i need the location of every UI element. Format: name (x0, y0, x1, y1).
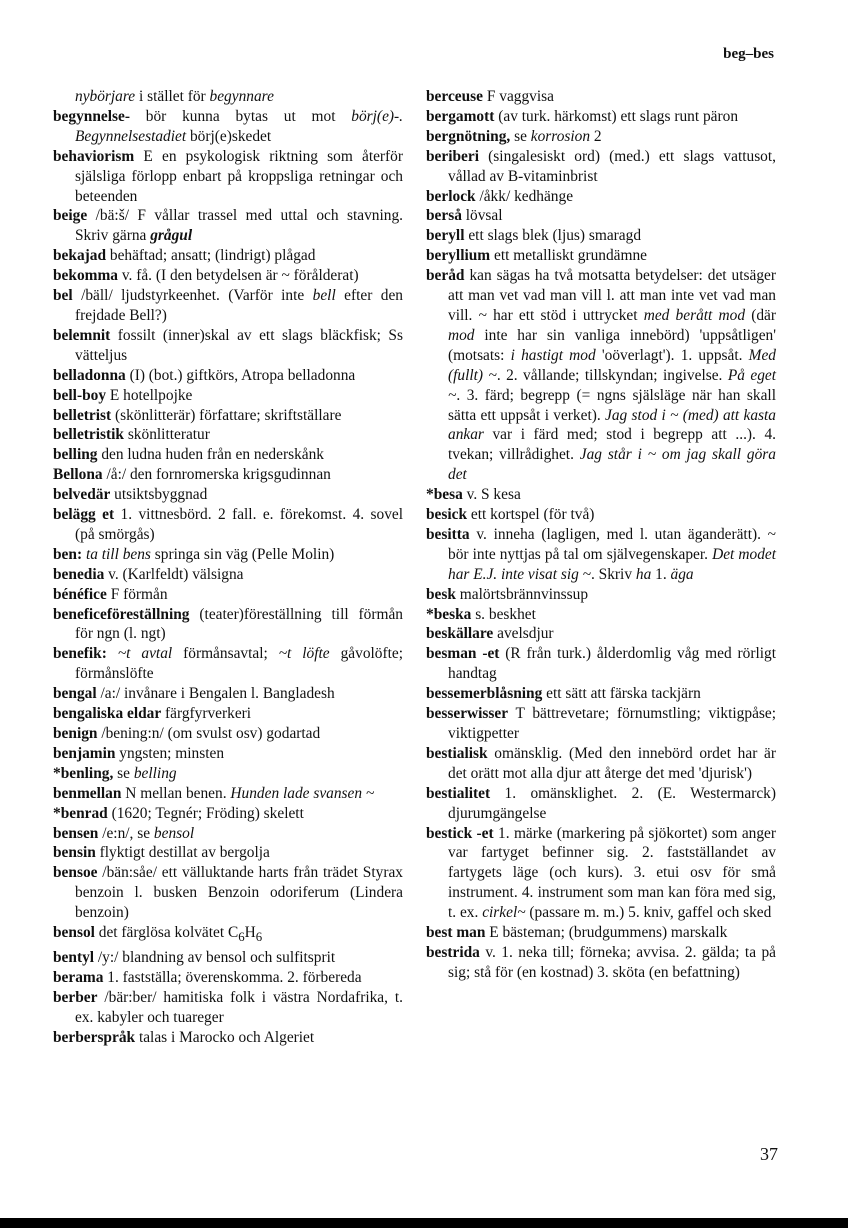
definition: E hotellpojke (106, 386, 193, 404)
definition: (teater)föreställning till förmån för ngn (l. ngt) (75, 605, 403, 643)
headword: besk (426, 585, 456, 603)
definition: v. inneha (lagligen, med l. utan äganderätt). ~ bör inte nyttjas på tal om självegenskaper. Det modet har E.J. inte visat sig ~. Skriv ha 1. äga (448, 525, 776, 583)
dictionary-entry (426, 525, 776, 585)
headword: bergamott (426, 107, 495, 125)
headword: bekomma (53, 267, 118, 285)
definition: 1. omänsklighet. 2. (E. Westermarck) djurumgängelse (448, 784, 776, 822)
definition: T bättrevetare; förnumstling; viktigpåse; viktigpetter (448, 705, 776, 742)
definition: se belling (113, 764, 177, 782)
headword: *beska (426, 605, 472, 623)
definition: talas i Marocko och Algeriet (135, 1028, 315, 1046)
definition: /bäll/ ljudstyrkeenhet. (Varför inte bell efter den frejdade Bell?) (72, 287, 403, 324)
dictionary-entry (426, 246, 776, 266)
headword: beryll (426, 227, 465, 245)
definition: /a:/ invånare i Bengalen l. Bangladesh (96, 685, 335, 703)
dictionary-entry (53, 87, 403, 107)
dictionary-entry (53, 824, 403, 844)
dictionary-entry (426, 605, 776, 625)
dictionary-entry (426, 127, 776, 147)
definition: utsiktsbyggnad (110, 486, 208, 504)
definition: omänsklig. (Med den innebörd ordet har är det orätt mot alla djur att återge det med 'djurisk') (448, 744, 776, 782)
dictionary-entry (53, 147, 403, 207)
definition: /y:/ blandning av bensol och sulfitsprit (94, 949, 336, 967)
headword: besick (426, 506, 468, 524)
headword: bekajad (53, 247, 107, 265)
dictionary-entry (53, 445, 403, 465)
headword: bensen (53, 824, 99, 842)
definition: fossilt (inner)skal av ett slags bläckfisk; Ss vätteljus (75, 326, 403, 364)
headword: berama (53, 968, 104, 986)
definition: 1. vittnesbörd. 2 fall. e. förekomst. 4. sovel (på smörgås) (75, 506, 404, 543)
headword: belletrist (53, 406, 112, 424)
definition: (I) (bot.) giftkörs, Atropa belladonna (125, 366, 356, 384)
definition: v. S kesa (462, 486, 521, 504)
dictionary-entry (53, 863, 403, 923)
headword: bengal (53, 685, 97, 703)
definition: (av turk. härkomst) ett slags runt päron (494, 107, 739, 125)
dictionary-entry (426, 744, 776, 784)
headword: bentyl (53, 949, 95, 967)
headword: besman -et (426, 645, 500, 663)
definition: flyktigt destillat av bergolja (95, 844, 270, 862)
headword: bestialitet (426, 784, 491, 802)
definition: v. 1. neka till; förneka; avvisa. 2. gälda; ta på sig; stå för (en kostnad) 3. sköta (en befattning) (448, 943, 776, 981)
dictionary-entry (426, 187, 776, 207)
headword: bergnötning, (426, 127, 511, 145)
definition: E en psykologisk riktning som återför själsliga förlopp enbart på kroppsliga retningar och beteenden (75, 147, 403, 205)
definition: ta till bens springa sin väg (Pelle Molin) (85, 545, 335, 563)
dictionary-entry (53, 505, 403, 545)
headword: beige (53, 207, 88, 225)
definition: F förmån (106, 585, 168, 603)
definition: E bästeman; (brudgummens) marskalk (485, 924, 728, 942)
definition: F vaggvisa (483, 88, 554, 105)
headword: *besa (426, 486, 463, 504)
definition: lövsal (461, 207, 503, 225)
dictionary-entry (53, 605, 403, 645)
headword: *benrad (53, 804, 108, 822)
right-column (426, 87, 776, 983)
dictionary-entry (53, 246, 403, 266)
definition: ett slags blek (ljus) smaragd (464, 227, 642, 245)
definition: v. (Karlfeldt) välsigna (104, 565, 244, 583)
headword: ben: (53, 545, 83, 563)
dictionary-entry (53, 366, 403, 386)
scan-border (0, 1218, 848, 1228)
definition: (singalesiskt ord) (med.) ett slags vattusot, vållad av B-vitaminbrist (448, 147, 776, 185)
running-head: beg–bes (723, 46, 774, 62)
headword: beråd (426, 267, 465, 285)
definition: nybörjare i stället för begynnare (75, 88, 274, 105)
dictionary-entry (53, 107, 403, 147)
dictionary-entry (426, 485, 776, 505)
definition: avelsdjur (493, 625, 554, 643)
dictionary-entry (53, 565, 403, 585)
headword: belvedär (53, 486, 111, 504)
definition: den ludna huden från en nederskånk (97, 446, 324, 464)
headword: bestrida (426, 943, 480, 961)
dictionary-entry (53, 644, 403, 684)
headword: benjamin (53, 744, 116, 762)
dictionary-entry (426, 644, 776, 684)
definition: s. beskhet (471, 605, 536, 623)
definition: ~t avtal förmånsavtal; ~t löfte gåvolöfte; förmånslöfte (75, 645, 403, 683)
headword: besserwisser (426, 705, 509, 723)
dictionary-entry (426, 226, 776, 246)
dictionary-entry (53, 784, 403, 804)
headword: benefik: (53, 645, 107, 663)
dictionary-entry (53, 724, 403, 744)
definition: ett metalliskt grundämne (490, 247, 648, 265)
dictionary-entry (53, 425, 403, 445)
headword: benmellan (53, 784, 122, 802)
dictionary-entry (53, 386, 403, 406)
headword: beskällare (426, 625, 494, 643)
headword: berså (426, 207, 462, 225)
definition: färgfyrverkeri (161, 705, 252, 723)
headword: bensol (53, 924, 95, 942)
headword: begynnelse- (53, 107, 130, 125)
definition: /å:/ den fornromerska krigsgudinnan (102, 466, 331, 484)
definition: ett kortspel (för två) (467, 506, 595, 524)
dictionary-entry (53, 286, 403, 326)
dictionary-entry (53, 804, 403, 824)
dictionary-entry (53, 988, 403, 1028)
definition: bör kunna bytas ut mot börj(e)-. Begynnelsestadiet börj(e)skedet (75, 107, 403, 145)
definition: /bän:såe/ ett välluktande harts från trädet Styrax benzoin l. busken Benzoin odoriferum (Lindera benzoin) (75, 864, 403, 922)
headword: berber (53, 988, 98, 1006)
headword: benign (53, 725, 98, 742)
dictionary-entry (53, 843, 403, 863)
headword: bengaliska eldar (53, 705, 162, 723)
headword: berlock (426, 187, 476, 205)
definition: (R från turk.) ålderdomlig våg med rörligt handtag (448, 645, 776, 683)
dictionary-entry (53, 684, 403, 704)
headword: belemnit (53, 326, 111, 344)
definition: v. få. (I den betydelsen är ~ förålderat) (117, 267, 359, 285)
left-column (53, 87, 403, 1048)
definition: /bening:n/ (om svulst osv) godartad (97, 725, 321, 742)
dictionary-entry (426, 107, 776, 127)
headword: besitta (426, 525, 470, 543)
dictionary-entry (53, 465, 403, 485)
headword: belling (53, 446, 98, 464)
dictionary-entry (426, 87, 776, 107)
headword: beneficeföreställning (53, 605, 190, 623)
definition: kan sägas ha två motsatta betydelser: det utsäger att man vet vad man vill l. att man inte vet vad man vill. ~ har ett stöd i uttrycket med berått mod (där mod inte har sin vanliga innebörd) 'uppsåtligen' (motsats: i hastigt mod 'oöverlagt'). 1. uppsåt. Med (fullt) ~. 2. vållande; tillskyndan; ingivelse. På eget ~. 3. färd; begrepp (= ngns själsläge när han skall sätta ett uppsåt i verket). Jag stod i ~ (med) att kasta ankar var i färd med; stod i begrepp att ...). 4. tvekan; villrådighet. Jag står i ~ om jag skall göra det (448, 267, 776, 484)
headword: bell-boy (53, 386, 107, 404)
headword: bessemerblåsning (426, 685, 543, 703)
dictionary-entry (426, 943, 776, 983)
definition: behäftad; ansatt; (lindrigt) plågad (106, 247, 316, 265)
dictionary-entry (426, 505, 776, 525)
definition: (1620; Tegnér; Fröding) skelett (107, 804, 304, 822)
dictionary-entry (53, 206, 403, 246)
headword: bensoe (53, 864, 98, 882)
headword: berberspråk (53, 1028, 136, 1046)
dictionary-entry (53, 923, 403, 948)
headword: beryllium (426, 247, 491, 265)
headword: bel (53, 287, 73, 305)
dictionary-entry (53, 744, 403, 764)
dictionary-entry (426, 704, 776, 744)
page-number: 37 (760, 1144, 778, 1164)
dictionary-entry (53, 948, 403, 968)
definition: /e:n/, se bensol (98, 824, 195, 842)
dictionary-entry (426, 824, 776, 924)
headword: benedia (53, 565, 105, 583)
headword: Bellona (53, 466, 103, 484)
headword: *benling, (53, 764, 114, 782)
dictionary-entry (426, 923, 776, 943)
definition: ett sätt att färska tackjärn (542, 685, 701, 703)
definition: N mellan benen. Hunden lade svansen ~ (121, 784, 375, 802)
definition: se korrosion 2 (510, 127, 602, 145)
headword: bestialisk (426, 744, 488, 762)
dictionary-entry (53, 764, 403, 784)
dictionary-entry (426, 266, 776, 485)
definition: /bä:š/ F vållar trassel med uttal och stavning. Skriv gärna grågul (75, 207, 403, 245)
definition: /bär:ber/ hamitiska folk i västra Nordafrika, t. ex. kabyler och tuareger (75, 988, 403, 1026)
dictionary-entry (426, 784, 776, 824)
headword: bestick -et (426, 824, 494, 842)
dictionary-entry (53, 704, 403, 724)
headword: bensin (53, 844, 96, 862)
dictionary-entry (53, 266, 403, 286)
dictionary-entry (53, 326, 403, 366)
headword: best man (426, 924, 486, 942)
dictionary-entry (53, 406, 403, 426)
headword: belladonna (53, 366, 126, 384)
headword: beriberi (426, 147, 479, 165)
headword: belägg et (53, 506, 115, 524)
dictionary-entry (426, 684, 776, 704)
dictionary-entry (426, 585, 776, 605)
definition: 1. fastställa; överenskomma. 2. förbereda (103, 968, 362, 986)
definition: det färglösa kolvätet $C_6H_6$ (94, 924, 263, 945)
dictionary-entry (426, 624, 776, 644)
dictionary-entry (426, 206, 776, 226)
headword: bénéfice (53, 585, 107, 603)
headword: belletristik (53, 426, 124, 444)
dictionary-entry (426, 147, 776, 187)
dictionary-entry (53, 485, 403, 505)
definition: malörtsbrännvinssup (455, 585, 589, 603)
dictionary-entry (53, 585, 403, 605)
dictionary-entry (53, 968, 403, 988)
dictionary-entry (53, 545, 403, 565)
definition: yngsten; minsten (115, 744, 225, 762)
definition: 1. märke (markering på sjökortet) som anger var fartyget befinner sig. 2. fastställandet av fartygets läge (och kurs). 3. etui osv för små instrument. 4. instrument som man kan föra med sig, t. ex. cirkel~ (passare m. m.) 5. kniv, gaffel och sked (448, 824, 776, 922)
definition: /åkk/ kedhänge (475, 187, 574, 205)
headword: berceuse (426, 88, 483, 105)
definition: (skönlitterär) författare; skriftställare (111, 406, 342, 424)
definition: skönlitteratur (123, 426, 210, 444)
headword: behaviorism (53, 147, 135, 165)
dictionary-entry (53, 1028, 403, 1048)
